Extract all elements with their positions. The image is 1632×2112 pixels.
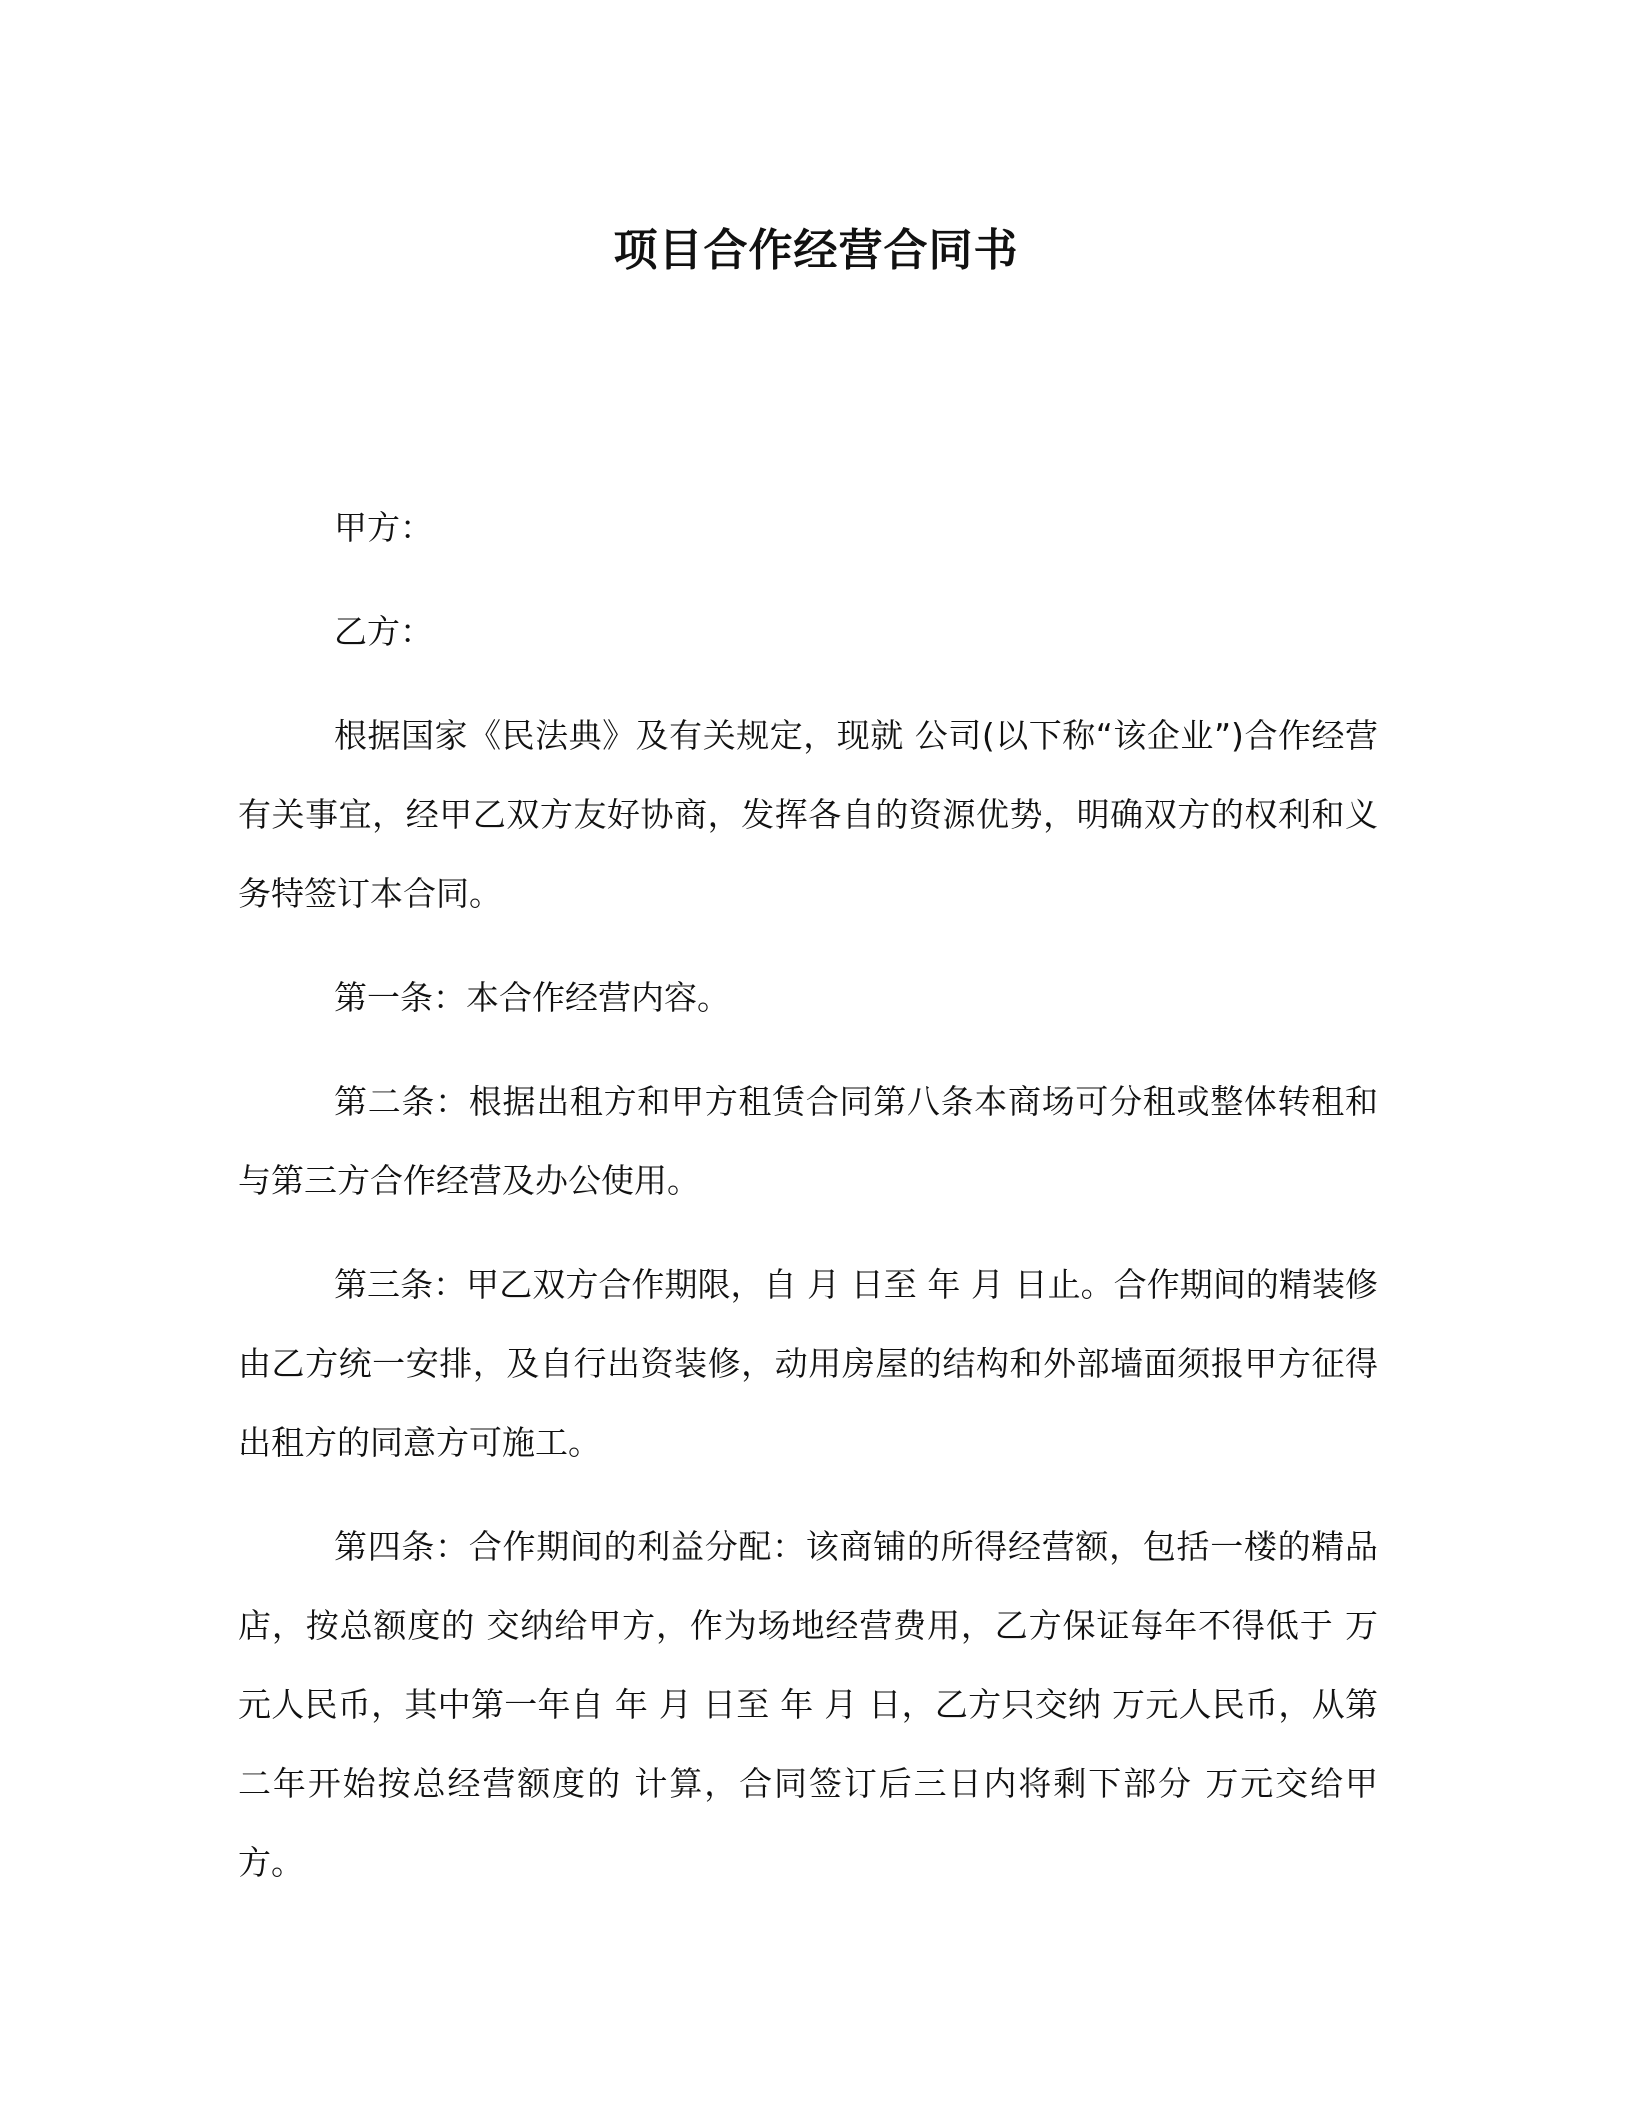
article-4: 第四条：合作期间的利益分配：该商铺的所得经营额，包括一楼的精品店，按总额度的 交纳给甲方，作为场地经营费用，乙方保证每年不得低于 万元人民币，其中第一年自 年 月 日至 年 月 日，乙方只交纳 万元人民币，从第二年开始按总经营额度的 计算，合同签订后三日内将剩下部分 万元交给甲方。 (238, 1527, 1378, 1882)
article-3: 第三条：甲乙双方合作期限，自 月 日至 年 月 日止。合作期间的精装修由乙方统一安排，及自行出资装修，动用房屋的结构和外部墙面须报甲方征得出租方的同意方可施工。 (238, 1265, 1378, 1462)
article-1: 第一条：本合作经营内容。 (334, 978, 730, 1017)
document-title: 项目合作经营合同书 (613, 225, 1019, 276)
article-2: 第二条：根据出租方和甲方租赁合同第八条本商场可分租或整体转租和与第三方合作经营及办公使用。 (238, 1082, 1378, 1200)
party-b-label: 乙方： (334, 612, 433, 651)
document-body (238, 488, 1378, 1927)
party-a-label: 甲方： (334, 508, 433, 547)
intro-paragraph: 根据国家《民法典》及有关规定，现就 公司(以下称“该企业”)合作经营有关事宜，经甲乙双方友好协商，发挥各自的资源优势，明确双方的权利和义务特签订本合同。 (238, 716, 1378, 913)
